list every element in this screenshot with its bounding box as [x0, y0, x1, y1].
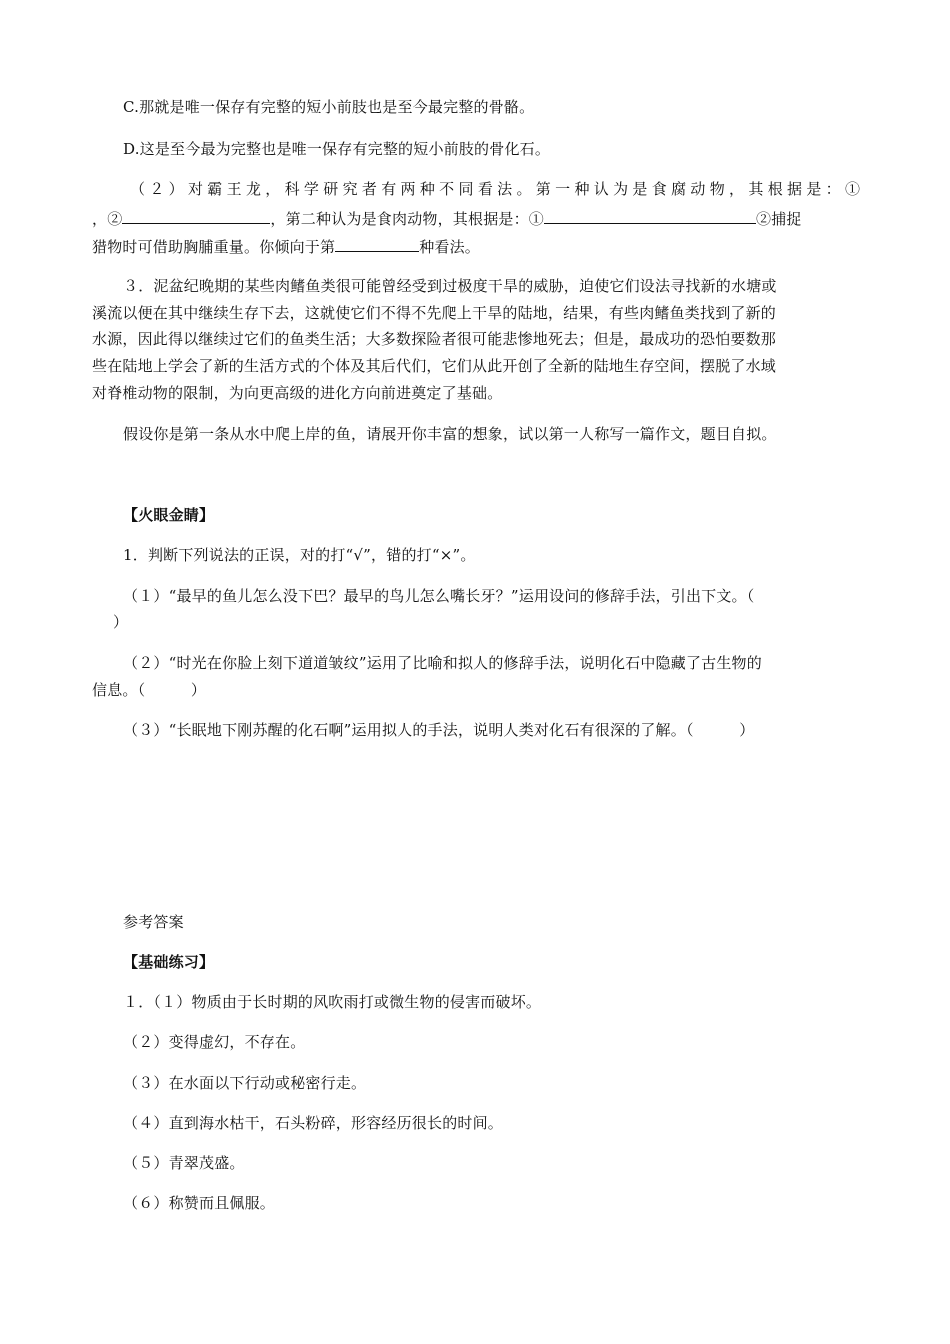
section-heading-huoyan: 【火眼金睛】 [123, 506, 215, 524]
huoyan-intro: 1．判断下列说法的正误，对的打“√”，错的打“×”。 [123, 546, 476, 564]
q2-line1: （２）对霸王龙，科学研究者有两种不同看法。第一种认为是食腐动物，其根据是：① [130, 180, 860, 198]
answer-blank-4[interactable] [335, 235, 419, 252]
huoyan-item3: （３）“长眠地下刚苏醒的化石啊”运用拟人的手法，说明人类对化石有很深的了解。（ ） [123, 721, 755, 739]
q3-line2: 溪流以便在其中继续生存下去，这就使它们不得不先爬上干旱的陆地，结果，有些肉鳍鱼类找到了新的 [92, 304, 777, 322]
q3-line3: 水源，因此得以继续过它们的鱼类生活；大多数探险者很可能悲惨地死去；但是，最成功的恐怕要数那 [92, 330, 777, 348]
huoyan-item2-cont: 信息。（ ） [92, 681, 207, 699]
q3-prompt: 假设你是第一条从水中爬上岸的鱼，请展开你丰富的想象，试以第一人称写一篇作文，题目自拟。 [123, 425, 777, 443]
huoyan-item2: （２）“时光在你脸上刻下道道皱纹”运用了比喻和拟人的修辞手法，说明化石中隐藏了古生物的 [123, 654, 762, 672]
answer-4: （４）直到海水枯干，石头粉碎，形容经历很长的时间。 [123, 1114, 504, 1132]
option-d: D.这是至今最为完整也是唯一保存有完整的短小前肢的骨化石。 [123, 140, 551, 158]
answer-6: （６）称赞而且佩服。 [123, 1194, 276, 1212]
q2-line3 [92, 235, 480, 257]
answer-5: （５）青翠茂盛。 [123, 1154, 245, 1172]
huoyan-item1: （１）“最早的鱼儿怎么没下巴？最早的鸟儿怎么嘴长牙？”运用设问的修辞手法，引出下文。（ [123, 587, 755, 605]
q3-line4: 些在陆地上学会了新的生活方式的个体及其后代们，它们从此开创了全新的陆地生存空间，摆脱了水域 [92, 357, 777, 375]
q2-line3-a: 猎物时可借助胸脯重量。你倾向于第 [92, 238, 336, 256]
q2-line2-b: ，第二种认为是食肉动物，其根据是：① [270, 210, 545, 228]
option-c: C.那就是唯一保存有完整的短小前肢也是至今最完整的骨骼。 [123, 98, 535, 116]
q2-line2-c: ②捕捉 [756, 210, 802, 228]
q2-line2 [92, 207, 802, 229]
q3-line5: 对脊椎动物的限制，为向更高级的进化方向前进奠定了基础。 [92, 384, 503, 402]
answers-title: 参考答案 [123, 913, 184, 931]
answer-3: （３）在水面以下行动或秘密行走。 [123, 1074, 367, 1092]
q3-line1: ３．泥盆纪晚期的某些肉鳍鱼类很可能曾经受到过极度干旱的威胁，迫使它们设法寻找新的水塘或 [123, 277, 777, 295]
section-heading-jichu: 【基础练习】 [123, 953, 215, 971]
huoyan-item1-cont: ） [113, 613, 129, 631]
q2-line2-a: ，② [92, 210, 123, 228]
q2-line3-b: 种看法。 [419, 238, 481, 256]
answer-blank-2[interactable] [122, 207, 270, 224]
answer-blank-3[interactable] [544, 207, 756, 224]
answer-2: （２）变得虚幻，不存在。 [123, 1033, 306, 1051]
answer-1: １．（１）物质由于长时期的风吹雨打或微生物的侵害而破坏。 [123, 993, 542, 1011]
